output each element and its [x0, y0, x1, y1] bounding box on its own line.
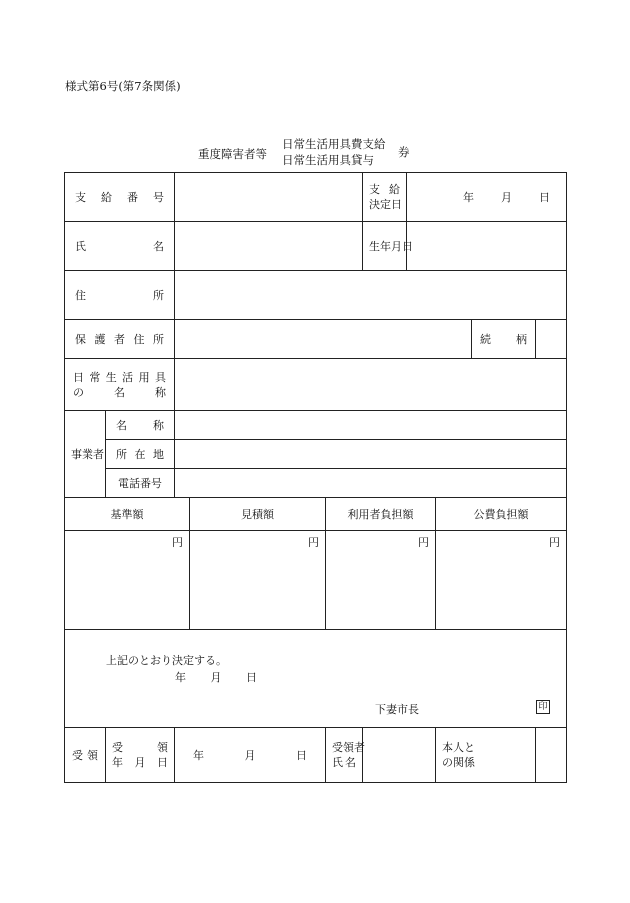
- form-number: 様式第6号(第7条関係): [65, 79, 181, 93]
- field-mitsumorigaku[interactable]: 円: [190, 531, 326, 630]
- header-kijungaku: 基準額: [65, 498, 190, 531]
- field-honnin-kankei[interactable]: [536, 728, 567, 783]
- label-shikyu-kettei: 支 給 決 定 日: [363, 173, 407, 222]
- label-shikyu-bango: 支 給 番 号: [65, 173, 175, 222]
- header-kohi-futan: 公費負担額: [436, 498, 567, 531]
- title-options: [282, 136, 386, 168]
- field-shikyu-bango[interactable]: [175, 173, 363, 222]
- form-title: [198, 136, 438, 170]
- label-juryosha-shimei: 受 領 者 氏 名: [326, 728, 363, 783]
- title-suffix: 券: [398, 145, 410, 159]
- field-shimei[interactable]: [175, 222, 363, 271]
- label-juryo: 受 領: [65, 728, 106, 783]
- header-riyosha-futan: 利用者負担額: [326, 498, 436, 531]
- field-jusho[interactable]: [175, 271, 567, 320]
- label-jigyosha: 事業者: [65, 411, 106, 498]
- label-seinengappi: 生 年 月 日: [363, 222, 407, 271]
- field-denwa[interactable]: [175, 469, 567, 498]
- field-hogosha-jusho[interactable]: [175, 320, 472, 359]
- header-mitsumorigaku: 見積額: [190, 498, 326, 531]
- label-denwa: 電話番号: [106, 469, 175, 498]
- field-zokugara[interactable]: [536, 320, 567, 359]
- seal-icon: 印: [536, 700, 550, 714]
- field-seinengappi[interactable]: [407, 222, 567, 271]
- field-juryosha-shimei[interactable]: [363, 728, 436, 783]
- decision-date[interactable]: 年 月 日: [175, 671, 257, 684]
- label-shozaichi: 所 在 地: [106, 440, 175, 469]
- decision-block: [65, 630, 567, 728]
- title-prefix: 重度障害者等: [198, 147, 267, 161]
- label-shimei: 氏 名: [65, 222, 175, 271]
- label-hogosha-jusho: 保 護 者 住 所: [65, 320, 175, 359]
- title-option-1: 日常生活用具費支給: [282, 137, 386, 151]
- label-honnin-kankei: 本人と の関係: [436, 728, 536, 783]
- label-jusho: 住 所: [65, 271, 175, 320]
- label-jigyosha-meisho: 名 称: [106, 411, 175, 440]
- voucher-form: [64, 172, 567, 783]
- title-option-2: 日常生活用具貸与: [282, 153, 374, 167]
- field-kohi-futan[interactable]: 円: [436, 531, 567, 630]
- field-kijungaku[interactable]: 円: [65, 531, 190, 630]
- label-yogu-meisho: 日 常 生 活 用 具 の 名 称: [65, 359, 175, 411]
- field-shozaichi[interactable]: [175, 440, 567, 469]
- field-juryo-date[interactable]: 年 月 日: [175, 728, 326, 783]
- mayor-label: 下妻市長: [375, 703, 419, 716]
- label-juryo-date: 受 領 年 月 日: [106, 728, 175, 783]
- field-riyosha-futan[interactable]: 円: [326, 531, 436, 630]
- field-shikyu-kettei-date[interactable]: 年 月 日: [407, 173, 567, 222]
- field-yogu-meisho[interactable]: [175, 359, 567, 411]
- label-zokugara: 続 柄: [472, 320, 536, 359]
- field-jigyosha-meisho[interactable]: [175, 411, 567, 440]
- decision-text: 上記のとおり決定する。: [106, 654, 227, 667]
